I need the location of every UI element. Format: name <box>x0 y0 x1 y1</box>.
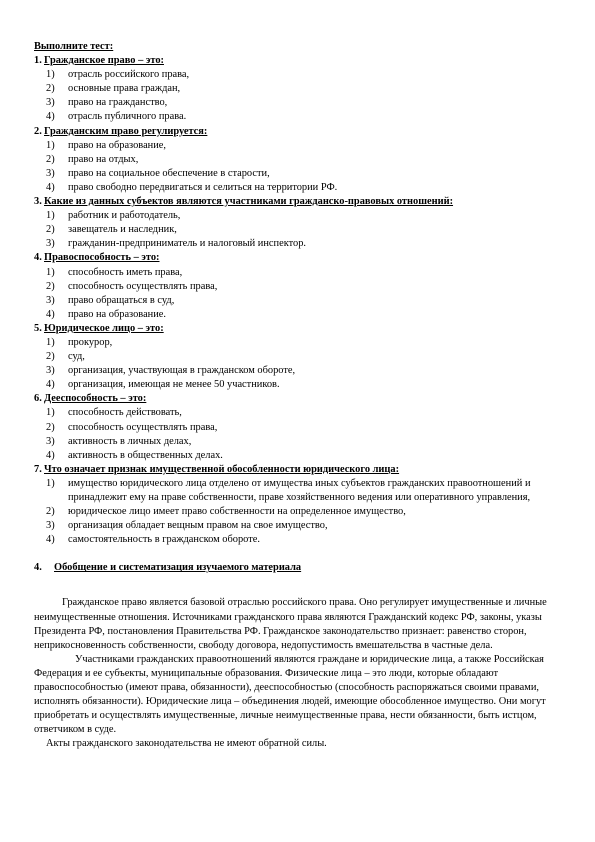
answer-option <box>46 533 570 547</box>
answer-option <box>46 266 570 280</box>
option-text: юридическое лицо имеет право собственности на определенное имущество, <box>68 506 406 518</box>
question-title <box>34 322 570 336</box>
option-number: 3) <box>46 365 55 377</box>
question-title <box>34 251 570 265</box>
answer-option <box>46 68 570 82</box>
paragraph: Участниками гражданских правоотношений являются граждане и юридические лица, а также Российская Федерация и ее субъекты, муниципальные образования. Физические лица – это люди, которые обладают правоспособностью (имеют права, обязанности), дееспособностью (способность распоряжаться своими правами, исполнять обязанности). Юридические лица – объединения людей, имеющие обособленное имущество. Они могут приобретать и осуществлять имущественные, личные неимущественные права, нести обязанности, быть истцом, ответчиком в суде. <box>34 653 546 736</box>
paragraph: Акты гражданского законодательства не имеют обратной силы. <box>46 738 327 750</box>
question-item <box>34 125 570 195</box>
question-item <box>34 195 570 251</box>
answer-options <box>34 68 570 124</box>
answer-option <box>46 139 570 153</box>
option-text: способность осуществлять права, <box>68 280 218 292</box>
option-number: 1) <box>46 210 55 222</box>
option-number: 2) <box>46 351 55 363</box>
option-text: право на образование. <box>68 308 167 320</box>
answer-option <box>46 449 570 463</box>
option-number: 3) <box>46 294 55 306</box>
answer-option <box>46 96 570 110</box>
option-text: право на социальное обеспечение в старости, <box>68 167 270 179</box>
answer-option <box>46 153 570 167</box>
test-heading: Выполните тест: <box>34 41 114 52</box>
question-number: 5. <box>34 322 42 334</box>
question-text: Гражданским право регулируется: <box>44 125 208 137</box>
option-text: основные права граждан, <box>68 83 181 95</box>
option-text: право на отдых, <box>68 153 139 165</box>
question-number: 1. <box>34 55 42 67</box>
option-text: активность в общественных делах. <box>68 449 223 461</box>
option-text: право обращаться в суд, <box>68 294 175 306</box>
answer-option <box>46 336 570 350</box>
question-title <box>34 392 570 406</box>
option-text: право на образование, <box>68 139 167 151</box>
question-text: Правоспособность – это: <box>44 252 160 264</box>
option-text: отрасль публичного права. <box>68 111 187 123</box>
option-number: 2) <box>46 421 55 433</box>
option-text: завещатель и наследник, <box>68 224 177 236</box>
option-text: организация, имеющая не менее 50 участников. <box>68 379 280 391</box>
option-number: 1) <box>46 69 55 81</box>
question-item <box>34 392 570 462</box>
option-text: отрасль российского права, <box>68 69 190 81</box>
option-number: 4) <box>46 111 55 123</box>
option-text: право свободно передвигаться и селиться на территории РФ. <box>68 181 338 193</box>
answer-option <box>46 477 570 505</box>
option-number: 4) <box>46 449 55 461</box>
answer-option <box>46 308 570 322</box>
option-number: 2) <box>46 280 55 292</box>
option-text: суд, <box>68 351 85 363</box>
option-number: 3) <box>46 97 55 109</box>
option-text: прокурор, <box>68 336 113 348</box>
section-number: 4. <box>34 562 42 574</box>
question-title <box>34 463 570 477</box>
option-number: 1) <box>46 407 55 419</box>
option-number: 4) <box>46 181 55 193</box>
option-text: имущество юридического лица отделено от имущества иных субъектов гражданских правоотношений и принадлежит ему на праве собственности, праве хозяйственного ведения или оперативного управления, <box>68 477 531 503</box>
option-text: право на гражданство, <box>68 97 168 109</box>
answer-option <box>46 82 570 96</box>
question-item <box>34 54 570 124</box>
question-number: 6. <box>34 393 42 405</box>
question-title <box>34 54 570 68</box>
answer-options <box>34 209 570 251</box>
answer-option <box>46 364 570 378</box>
answer-option <box>46 519 570 533</box>
answer-option <box>46 378 570 392</box>
question-title <box>34 195 570 209</box>
option-number: 3) <box>46 520 55 532</box>
question-number: 4. <box>34 252 42 264</box>
question-item <box>34 322 570 392</box>
question-item <box>34 463 570 548</box>
answer-options <box>34 266 570 322</box>
option-number: 1) <box>46 336 55 348</box>
option-text: гражданин-предприниматель и налоговый инспектор. <box>68 238 307 250</box>
answer-option <box>46 421 570 435</box>
option-number: 1) <box>46 266 55 278</box>
question-number: 2. <box>34 125 42 137</box>
option-text: работник и работодатель, <box>68 210 181 222</box>
question-text: Юридическое лицо – это: <box>44 322 164 334</box>
answer-option <box>46 237 570 251</box>
answer-option <box>46 280 570 294</box>
answer-options <box>34 139 570 195</box>
answer-options <box>34 406 570 462</box>
question-text: Что означает признак имущественной обособленности юридического лица: <box>44 463 400 475</box>
question-number: 7. <box>34 463 42 475</box>
answer-options <box>34 477 570 547</box>
answer-options <box>34 336 570 392</box>
option-text: организация, участвующая в гражданском обороте, <box>68 365 296 377</box>
option-number: 3) <box>46 435 55 447</box>
answer-option <box>46 209 570 223</box>
option-text: способность иметь права, <box>68 266 183 278</box>
answer-option <box>46 110 570 124</box>
option-text: способность действовать, <box>68 407 182 419</box>
option-number: 4) <box>46 534 55 546</box>
paragraph: Гражданское право является базовой отраслью российского права. Оно регулирует имущественные и личные неимущественные отношения. Источниками гражданского права являются Гражданский кодекс РФ, законы, указы Президента РФ, постановления Правительства РФ. Гражданское законодательство признает: равенство сторон, неприкосновенность собственности, свободу договора, недопустимость вмешательства в частные дела. <box>34 597 547 651</box>
answer-option <box>46 223 570 237</box>
question-item <box>34 251 570 321</box>
question-list <box>34 54 570 547</box>
option-text: организация обладает вещным правом на свое имущество, <box>68 520 328 532</box>
option-number: 2) <box>46 224 55 236</box>
answer-option <box>46 294 570 308</box>
option-number: 3) <box>46 167 55 179</box>
option-number: 3) <box>46 238 55 250</box>
option-number: 2) <box>46 153 55 165</box>
answer-option <box>46 181 570 195</box>
section-heading <box>34 561 570 575</box>
question-text: Дееспособность – это: <box>44 393 147 405</box>
question-number: 3. <box>34 196 42 208</box>
answer-option <box>46 505 570 519</box>
option-number: 2) <box>46 83 55 95</box>
option-text: активность в личных делах, <box>68 435 192 447</box>
option-text: самостоятельность в гражданском обороте. <box>68 534 260 546</box>
answer-option <box>46 406 570 420</box>
option-number: 4) <box>46 308 55 320</box>
option-number: 4) <box>46 379 55 391</box>
option-text: способность осуществлять права, <box>68 421 218 433</box>
option-number: 1) <box>46 477 55 489</box>
document-page <box>34 40 570 752</box>
option-number: 1) <box>46 139 55 151</box>
question-text: Гражданское право – это: <box>44 55 164 67</box>
section-title: Обобщение и систематизация изучаемого материала <box>54 562 302 574</box>
question-text: Какие из данных субъектов являются участниками гражданско-правовых отношений: <box>44 196 454 208</box>
option-number: 2) <box>46 506 55 518</box>
question-title <box>34 125 570 139</box>
answer-option <box>46 167 570 181</box>
answer-option <box>46 350 570 364</box>
answer-option <box>46 435 570 449</box>
